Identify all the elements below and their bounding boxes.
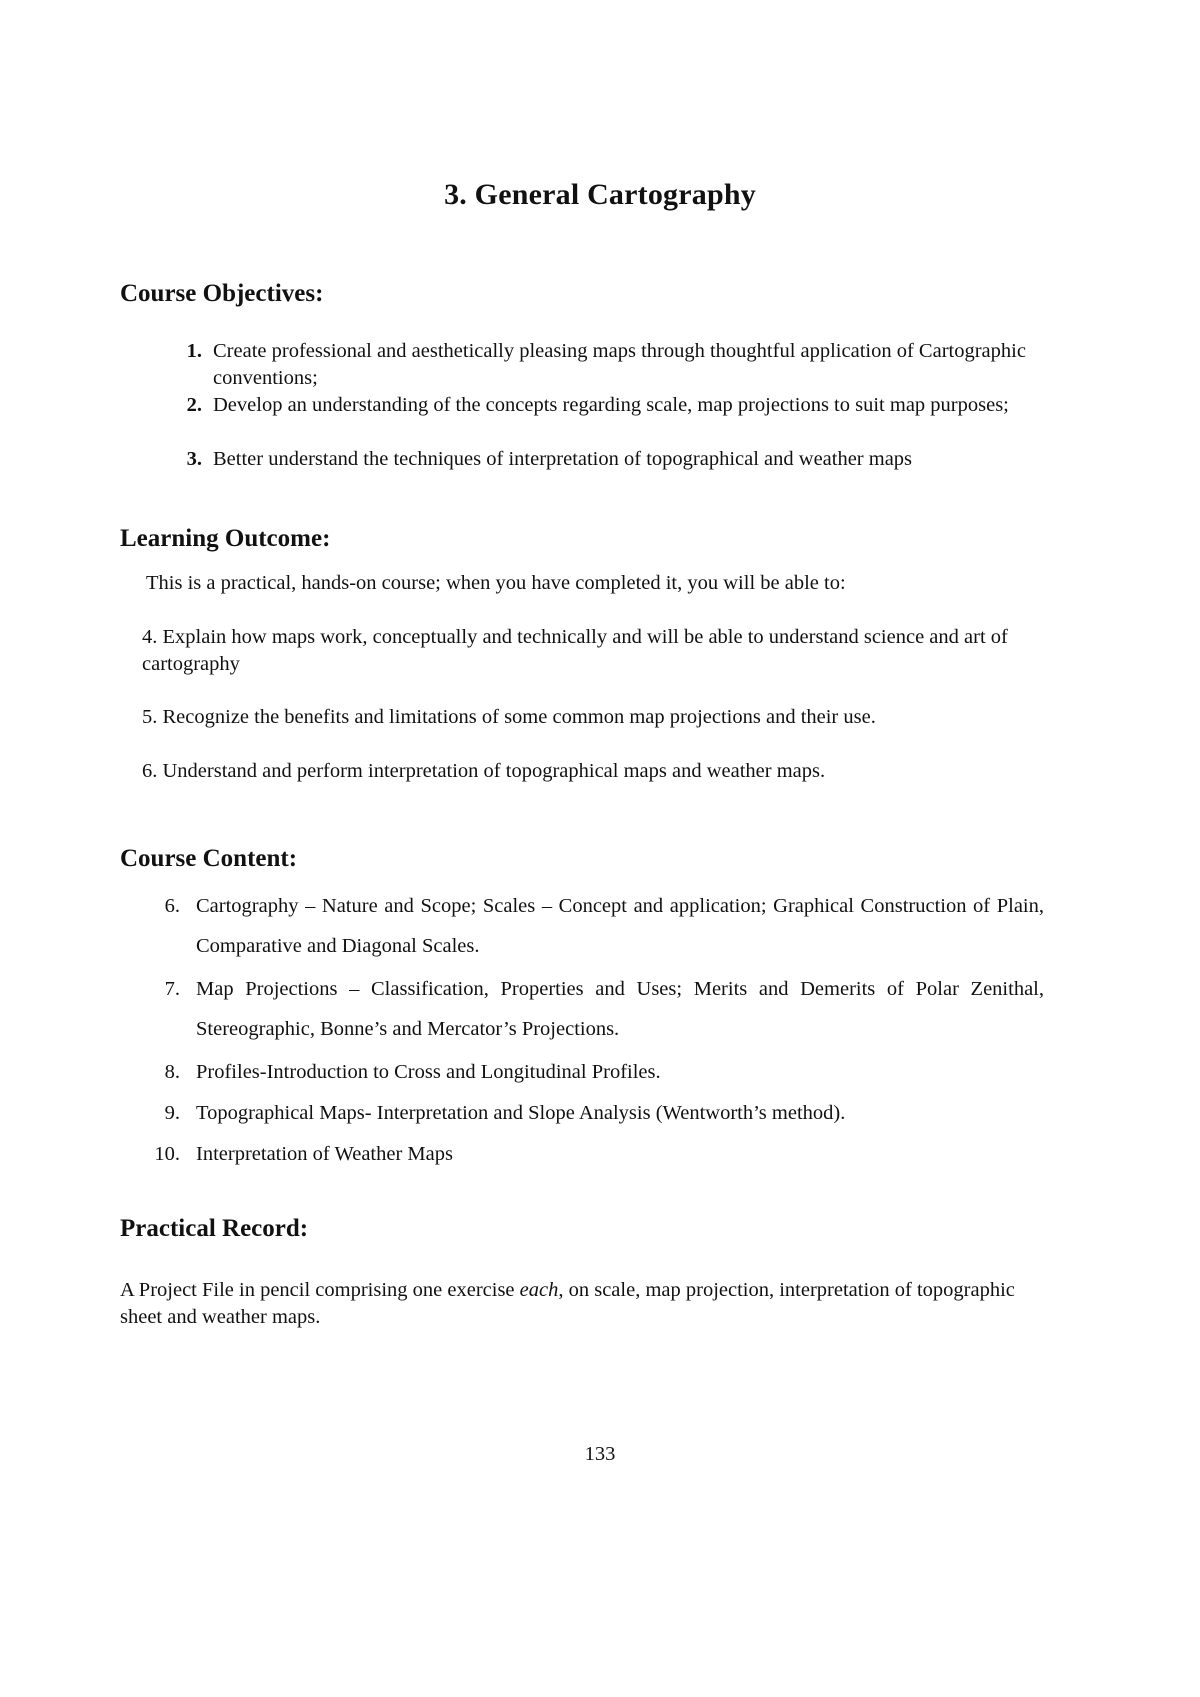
content-number: 10.	[154, 1143, 180, 1165]
learning-outcome-heading: Learning Outcome:	[120, 525, 331, 552]
page-title: 3. General Cartography	[444, 178, 756, 211]
course-content-heading: Course Content:	[120, 845, 298, 872]
content-number: 8.	[164, 1061, 180, 1083]
content-text: Topographical Maps- Interpretation and Slope Analysis (Wentworth’s method).	[196, 1102, 846, 1124]
objective-text: Create professional and aesthetically pleasing maps through thoughtful application of Cartographic conventions;	[213, 340, 1026, 389]
content-text: Map Projections – Classification, Properties and Uses; Merits and Demerits of Polar Zenithal, Stereographic, Bonne’s and Mercator’s Projections.	[196, 978, 1044, 1040]
practical-record-emphasis: each	[519, 1279, 559, 1301]
outcome-item: 6. Understand and perform interpretation of topographical maps and weather maps.	[142, 760, 826, 782]
content-number: 6.	[164, 895, 180, 917]
content-text: Interpretation of Weather Maps	[196, 1143, 453, 1165]
page-number: 133	[584, 1443, 616, 1465]
outcome-item: 5. Recognize the benefits and limitations of some common map projections and their use.	[142, 706, 876, 728]
objective-text: Better understand the techniques of interpretation of topographical and weather maps	[213, 448, 913, 470]
practical-record-text-before: A Project File in pencil comprising one exercise	[120, 1279, 520, 1301]
content-text: Profiles-Introduction to Cross and Longitudinal Profiles.	[196, 1061, 661, 1083]
practical-record-heading: Practical Record:	[120, 1215, 309, 1242]
objective-number: 1.	[186, 340, 202, 362]
objective-number: 2.	[186, 394, 202, 416]
learning-outcome-intro: This is a practical, hands-on course; when you have completed it, you will be able to:	[146, 572, 846, 594]
content-text: Cartography – Nature and Scope; Scales – Concept and application; Graphical Construction of Plain, Comparative and Diagonal Scales.	[196, 895, 1044, 957]
content-number: 7.	[164, 978, 180, 1000]
objective-text: Develop an understanding of the concepts regarding scale, map projections to suit map purposes;	[213, 394, 1009, 416]
practical-record-text-after: , on scale, map projection, interpretation of topographic sheet and weather maps.	[120, 1279, 1015, 1328]
content-number: 9.	[164, 1102, 180, 1124]
outcome-item: 4. Explain how maps work, conceptually and technically and will be able to understand science and art of cartography	[142, 626, 1008, 675]
objective-number: 3.	[186, 448, 202, 470]
practical-record-text	[120, 1277, 1060, 1331]
course-objectives-heading: Course Objectives:	[120, 280, 324, 307]
